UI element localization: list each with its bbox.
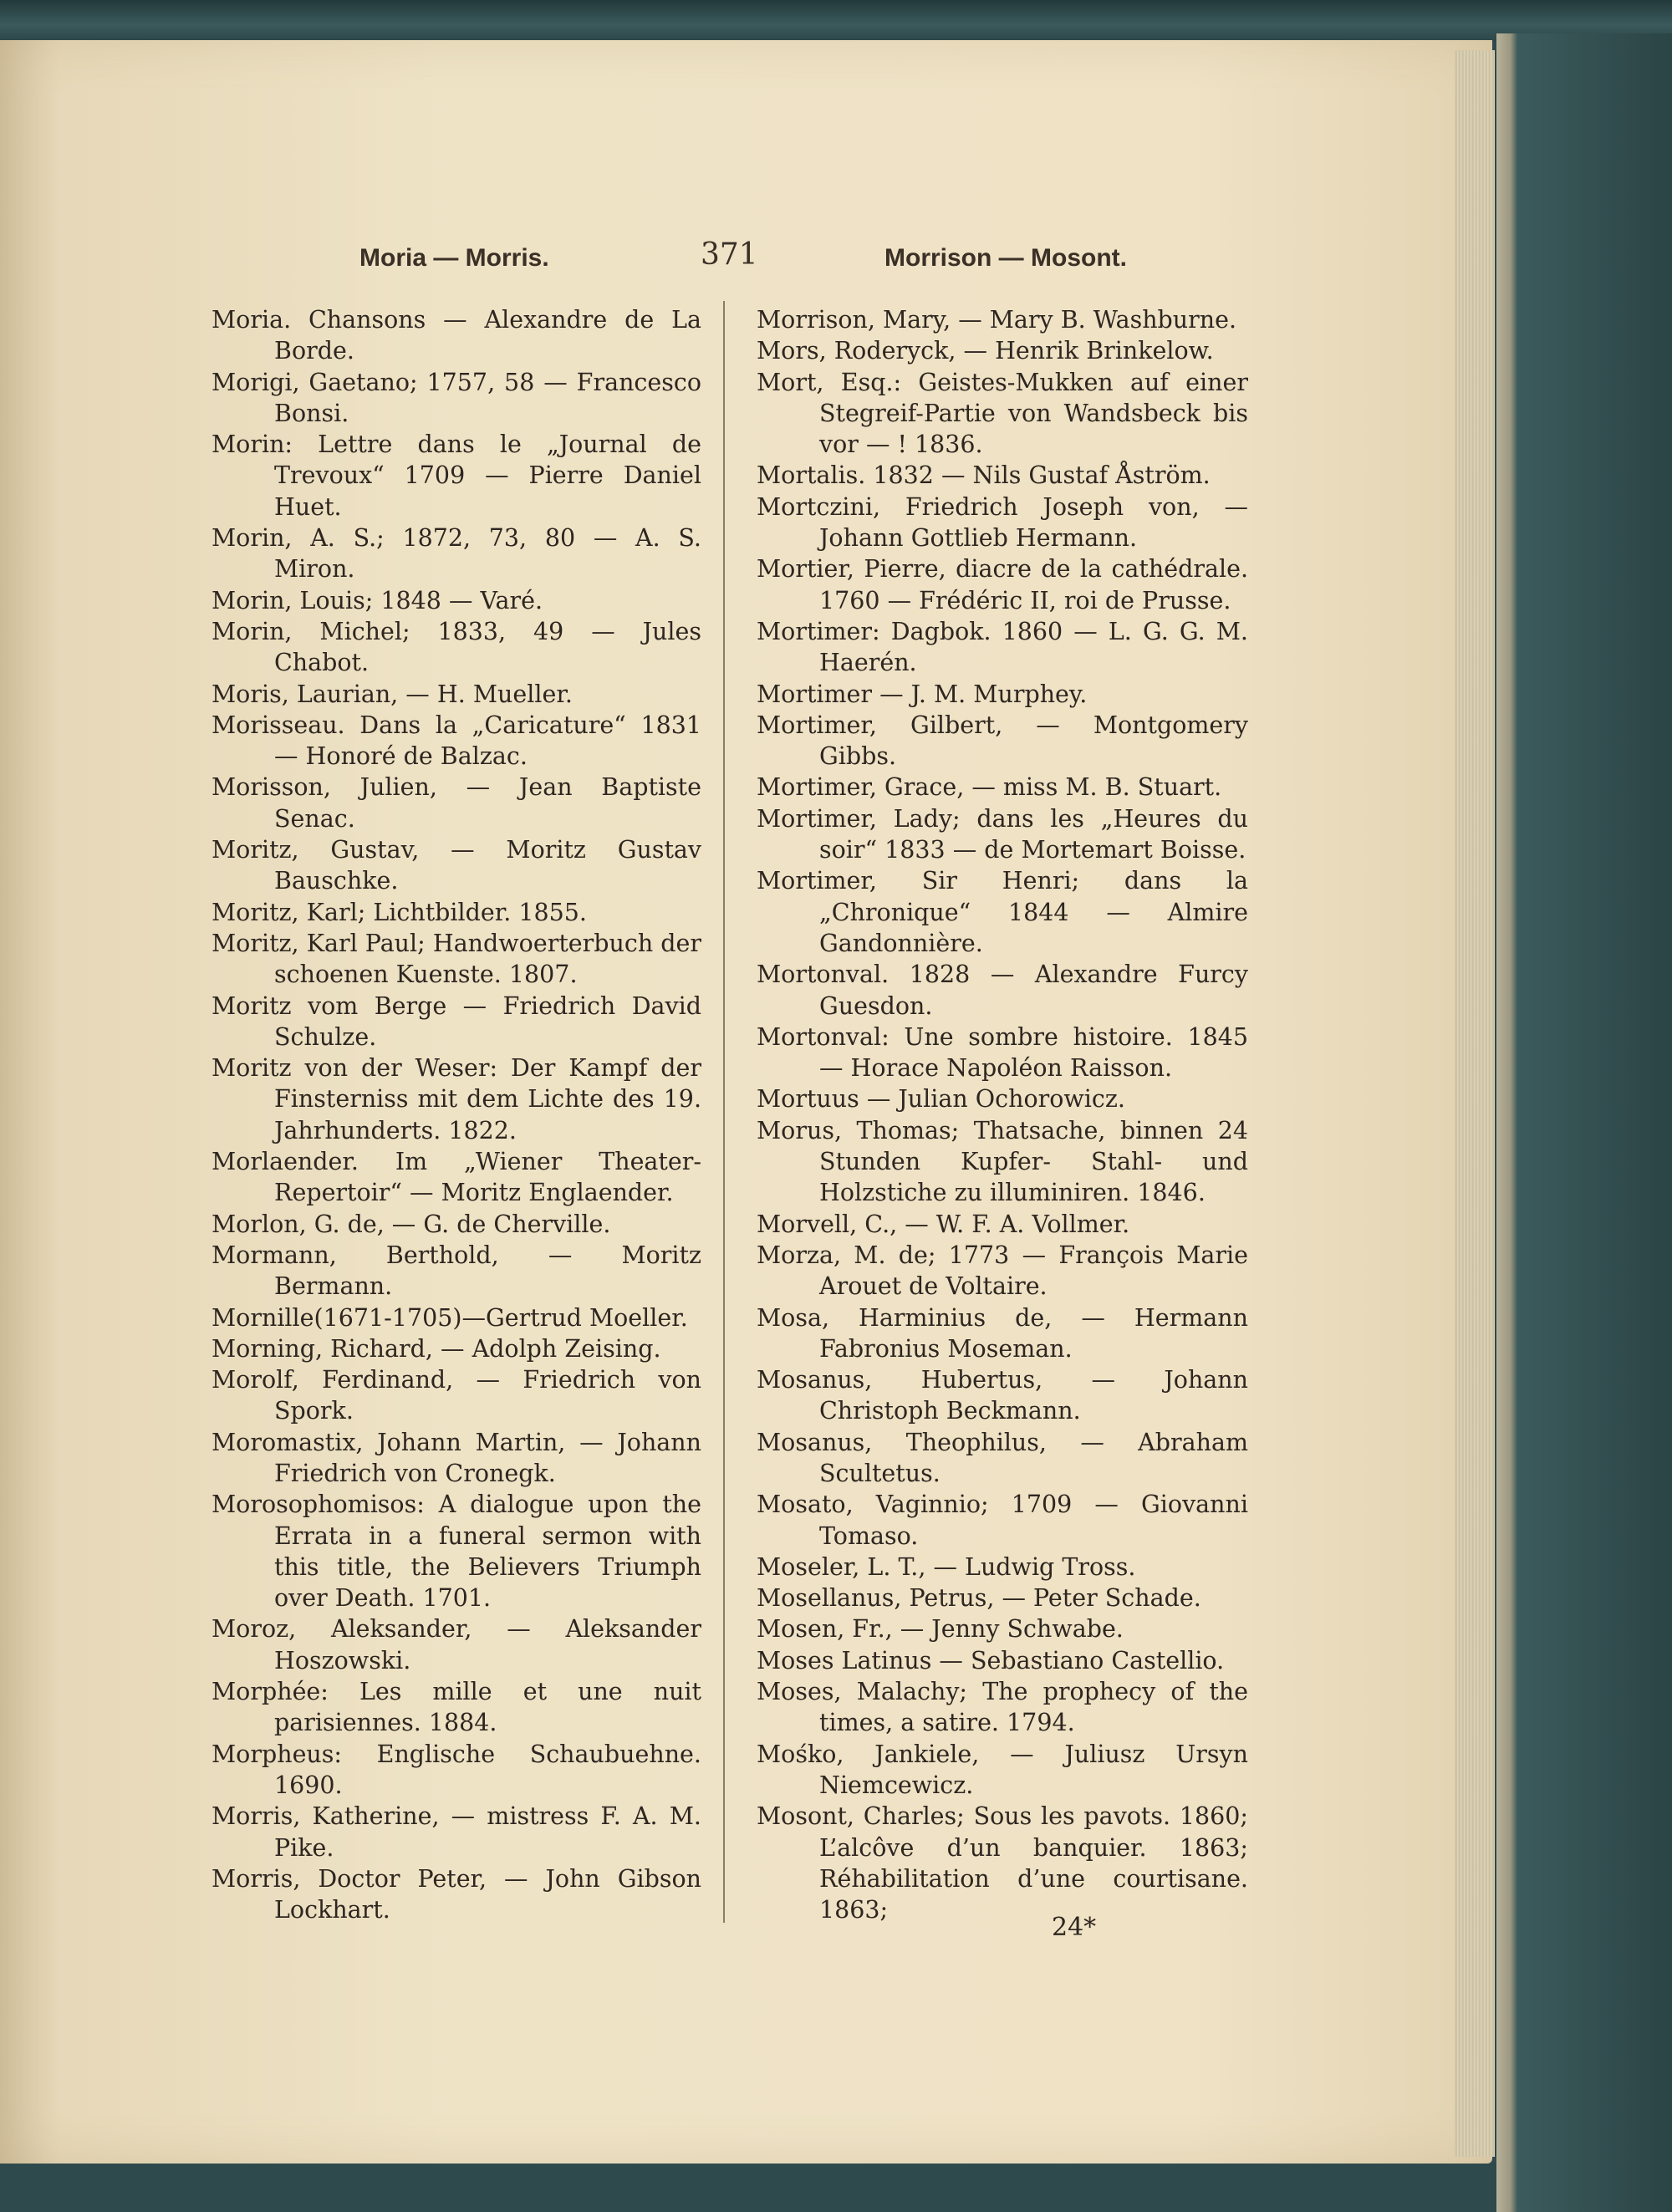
page-number: 371: [701, 237, 758, 272]
list-item: Mortimer, Gilbert, — Montgomery Gibbs.: [757, 711, 1248, 771]
left-column: [212, 304, 701, 1925]
list-item: Mortczini, Friedrich Joseph von, — Johann Gottlieb Hermann.: [757, 492, 1248, 553]
list-item: Mortalis. 1832 — Nils Gustaf Åström.: [757, 461, 1211, 490]
list-item: Mosont, Charles; Sous les pavots. 1860; L’alcôve d’un banquier. 1863; Réhabilitation d’une courtisane. 1863;: [757, 1802, 1248, 1924]
signature-mark: 24*: [1052, 1913, 1097, 1942]
list-item: Moritz, Gustav, — Moritz Gustav Bauschke.: [212, 836, 701, 895]
book-cover-top: [0, 0, 1672, 42]
list-item: Morisseau. Dans la „Caricature“ 1831 — Honoré de Balzac.: [212, 711, 701, 771]
list-item: Moroz, Aleksander, — Aleksander Hoszowski.: [212, 1615, 701, 1674]
list-item: Morin: Lettre dans le „Journal de Trevoux“ 1709 — Pierre Daniel Huet.: [212, 431, 701, 521]
right-column: [757, 304, 1248, 1925]
list-item: Morris, Doctor Peter, — John Gibson Lockhart.: [212, 1864, 701, 1924]
list-item: Moritz von der Weser: Der Kampf der Finsterniss mit dem Lichte des 19. Jahrhunderts. 1822.: [212, 1054, 701, 1144]
list-item: Mosellanus, Petrus, — Peter Schade.: [757, 1584, 1201, 1613]
list-item: Mortier, Pierre, diacre de la cathédrale. 1760 — Frédéric II, roi de Prusse.: [757, 555, 1248, 614]
list-item: Morolf, Ferdinand, — Friedrich von Spork.: [212, 1366, 701, 1425]
list-item: Moria. Chansons — Alexandre de La Borde.: [212, 306, 701, 365]
list-item: Morvell, C., — W. F. A. Vollmer.: [757, 1210, 1130, 1238]
list-item: Mosen, Fr., — Jenny Schwabe.: [757, 1615, 1124, 1644]
list-item: Morpheus: Englische Schaubuehne. 1690.: [212, 1740, 701, 1799]
page-edges: [1455, 50, 1495, 2157]
list-item: Moses, Malachy; The prophecy of the times, a satire. 1794.: [757, 1678, 1248, 1737]
list-item: Moritz, Karl Paul; Handwoerterbuch der schoenen Kuenste. 1807.: [212, 929, 701, 989]
list-item: Morphée: Les mille et une nuit parisiennes. 1884.: [212, 1678, 701, 1737]
list-item: Mosa, Harminius de, — Hermann Fabronius Moseman.: [757, 1303, 1248, 1363]
list-item: Morris, Katherine, — mistress F. A. M. Pike.: [212, 1802, 701, 1862]
list-item: Mortimer, Lady; dans les „Heures du soir“ 1833 — de Mortemart Boisse.: [757, 804, 1248, 864]
list-item: Moritz, Karl; Lichtbilder. 1855.: [212, 898, 587, 926]
list-item: Moseler, L. T., — Ludwig Tross.: [757, 1552, 1136, 1581]
list-item: Mortonval: Une sombre histoire. 1845 — Horace Napoléon Raisson.: [757, 1022, 1248, 1083]
list-item: Mosanus, Theophilus, — Abraham Scultetus.: [757, 1428, 1248, 1487]
list-item: Mortimer, Sir Henri; dans la „Chronique“ 1844 — Almire Gandonnière.: [757, 867, 1248, 957]
book-cover-right: [1496, 33, 1672, 2212]
list-item: Morin, A. S.; 1872, 73, 80 — A. S. Miron.: [212, 524, 701, 584]
list-item: Morisson, Julien, — Jean Baptiste Senac.: [212, 773, 701, 833]
list-item: Mort, Esq.: Geistes-Mukken auf einer Stegreif-Partie von Wandsbeck bis vor — ! 1836.: [757, 368, 1248, 459]
column-divider: [723, 301, 725, 1923]
running-head-right: Morrison — Mosont.: [884, 244, 1127, 272]
list-item: Morlon, G. de, — G. de Cherville.: [212, 1210, 611, 1238]
list-item: Mortimer: Dagbok. 1860 — L. G. G. M. Haerén.: [757, 617, 1248, 677]
running-head-left: Moria — Morris.: [359, 244, 549, 272]
list-item: Morin, Louis; 1848 — Varé.: [212, 586, 543, 614]
list-item: Moses Latinus — Sebastiano Castellio.: [757, 1646, 1225, 1674]
list-item: Mors, Roderyck, — Henrik Brinkelow.: [757, 337, 1214, 365]
list-item: Mosato, Vaginnio; 1709 — Giovanni Tomaso.: [757, 1491, 1248, 1550]
list-item: Moritz vom Berge — Friedrich David Schulze.: [212, 991, 701, 1051]
list-item: Mosanus, Hubertus, — Johann Christoph Beckmann.: [757, 1366, 1248, 1425]
list-item: Mortimer, Grace, — miss M. B. Stuart.: [757, 773, 1222, 802]
list-item: Mornille(1671-1705)—Gertrud Moeller.: [212, 1303, 688, 1332]
list-item: Morrison, Mary, — Mary B. Washburne.: [757, 306, 1237, 334]
list-item: Morning, Richard, — Adolph Zeising.: [212, 1334, 661, 1363]
list-item: Moromastix, Johann Martin, — Johann Friedrich von Cronegk.: [212, 1428, 701, 1487]
list-item: Mortimer — J. M. Murphey.: [757, 680, 1088, 708]
list-item: Mośko, Jankiele, — Juliusz Ursyn Niemcewicz.: [757, 1740, 1248, 1799]
list-item: Moris, Laurian, — H. Mueller.: [212, 680, 573, 708]
list-item: Morlaender. Im „Wiener Theater-Repertoir“ — Moritz Englaender.: [212, 1148, 701, 1207]
list-item: Mortonval. 1828 — Alexandre Furcy Guesdon.: [757, 961, 1248, 1020]
list-item: Morin, Michel; 1833, 49 — Jules Chabot.: [212, 617, 701, 677]
list-item: Mormann, Berthold, — Moritz Bermann.: [212, 1241, 701, 1301]
list-item: Morus, Thomas; Thatsache, binnen 24 Stunden Kupfer- Stahl- und Holzstiche zu illuminiren. 1846.: [757, 1116, 1248, 1207]
list-item: Mortuus — Julian Ochorowicz.: [757, 1085, 1125, 1114]
list-item: Morza, M. de; 1773 — François Marie Arouet de Voltaire.: [757, 1241, 1248, 1301]
list-item: Morosophomisos: A dialogue upon the Errata in a funeral sermon with this title, the Believers Triumph over Death. 1701.: [212, 1491, 701, 1613]
list-item: Morigi, Gaetano; 1757, 58 — Francesco Bonsi.: [212, 368, 701, 427]
